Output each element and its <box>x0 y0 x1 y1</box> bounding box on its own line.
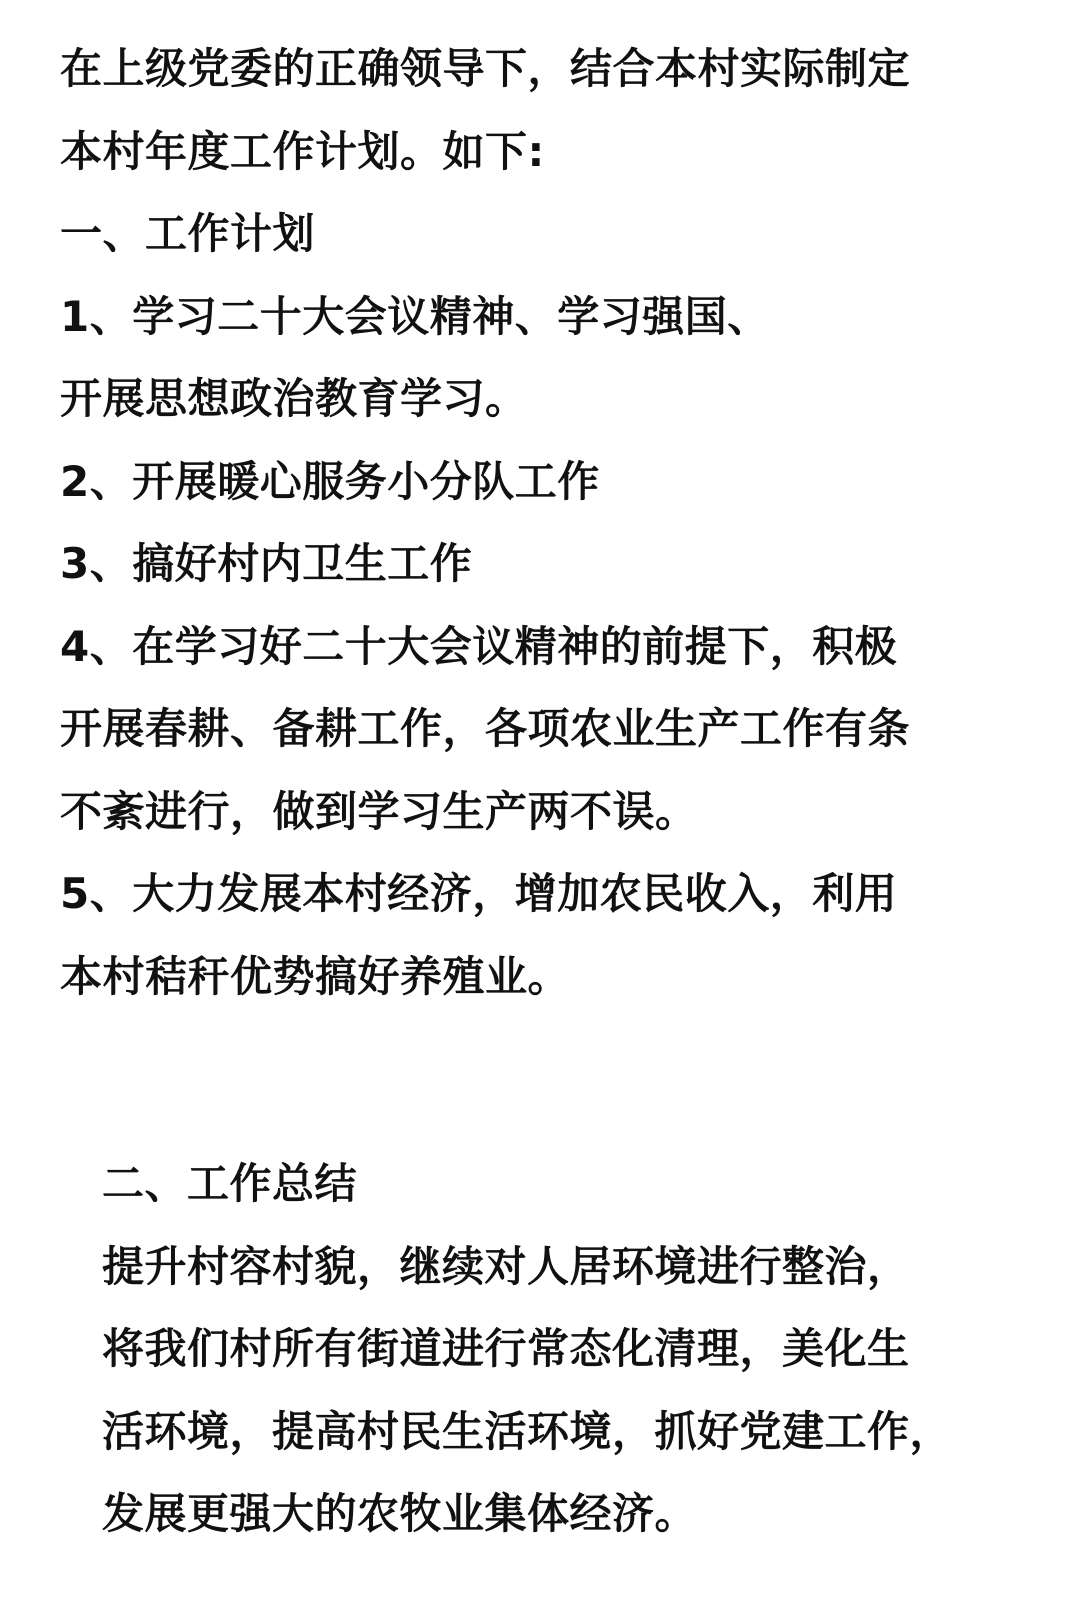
plan-item-1-line-2: 开展思想政治教育学习。 <box>60 374 528 423</box>
intro-line-1: 在上级党委的正确领导下，结合本村实际制定 <box>60 44 911 93</box>
summary-line-4: 发展更强大的农牧业集体经济。 <box>102 1489 698 1538</box>
summary-line-3: 活环境，提高村民生活环境，抓好党建工作， <box>102 1406 953 1456</box>
plan-item-4-line-3: 不紊进行，做到学习生产两不误。 <box>60 786 698 836</box>
plan-item-3: 3、搞好村内卫生工作 <box>60 539 473 588</box>
intro-line-2: 本村年度工作计划。如下: <box>60 126 545 176</box>
summary-line-2: 将我们村所有街道进行常态化清理，美化生 <box>102 1324 910 1373</box>
section-two-heading: 二、工作总结 <box>102 1159 358 1208</box>
plan-item-4-line-1: 4、在学习好二十大会议精神的前提下，积极 <box>60 621 898 671</box>
section-spacer <box>60 1018 1040 1143</box>
plan-item-5-line-1: 5、大力发展本村经济，增加农民收入，利用 <box>60 869 898 918</box>
plan-item-5-line-2: 本村秸秆优势搞好养殖业。 <box>60 951 571 1001</box>
plan-item-4-line-2: 开展春耕、备耕工作，各项农业生产工作有条 <box>60 704 911 753</box>
plan-item-1-line-1: 1、学习二十大会议精神、学习强国、 <box>60 291 770 341</box>
summary-line-1: 提升村容村貌，继续对人居环境进行整治， <box>102 1241 910 1291</box>
plan-item-2: 2、开展暖心服务小分队工作 <box>60 456 600 506</box>
document-body <box>60 28 1040 1556</box>
section-one-heading: 一、工作计划 <box>60 209 316 258</box>
cutoff-top-line <box>60 0 1060 10</box>
section-two <box>60 1143 1040 1556</box>
